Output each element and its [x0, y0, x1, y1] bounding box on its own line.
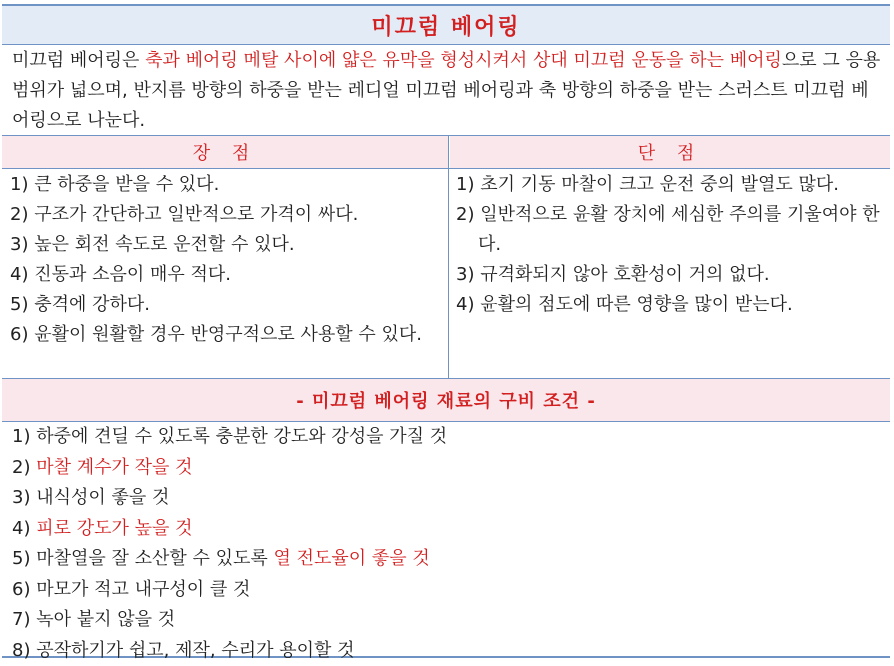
- list-item: [12, 422, 884, 453]
- item-highlight: 마찰 계수가 작을 것: [36, 457, 192, 478]
- requirements-list: [12, 422, 884, 666]
- item-text: 하중에 견딜 수 있도록 충분한 강도와 강성을 가질 것: [36, 426, 447, 447]
- item-highlight: 피로 강도가 높을 것: [36, 518, 192, 539]
- title-band: [2, 6, 890, 44]
- item-number: 3): [12, 487, 36, 508]
- list-item: 5) 충격에 강하다.: [10, 290, 442, 320]
- intro-text-start: 미끄럼 베어링은: [12, 50, 145, 71]
- item-text: 공작하기가 쉽고, 제작, 수리가 용이할 것: [36, 640, 354, 661]
- intro-paragraph: [12, 46, 884, 136]
- list-item: 3) 규격화되지 않아 호환성이 거의 없다.: [456, 260, 886, 290]
- advantages-header: 장 점: [2, 136, 448, 168]
- item-number: 1): [12, 426, 36, 447]
- list-item: 2) 구조가 간단하고 일반적으로 가격이 싸다.: [10, 200, 442, 230]
- requirements-title: - 미끄럼 베어링 재료의 구비 조건 -: [296, 387, 596, 413]
- content-frame: [2, 4, 890, 658]
- list-item: [12, 483, 884, 514]
- list-item: 3) 높은 회전 속도로 운전할 수 있다.: [10, 230, 442, 260]
- disadvantages-header: 단 점: [450, 136, 890, 168]
- list-item: [12, 544, 884, 575]
- page-title: 미끄럼 베어링: [371, 10, 520, 41]
- item-number: 4): [12, 518, 36, 539]
- list-item: 6) 윤활이 원활할 경우 반영구적으로 사용할 수 있다.: [10, 320, 442, 350]
- list-item: [12, 453, 884, 484]
- item-text: 마모가 적고 내구성이 클 것: [36, 579, 250, 600]
- intro-text-end: 으로 그 응용 범위가 넓으며, 반지름 방향의 하중을 받는 레디얼 미끄럼 베어링과 축 방향의 하중을 받는 스러스트 미끄럼 베어링으로 나눈다.: [12, 50, 880, 131]
- list-item: [12, 514, 884, 545]
- item-text: 내식성이 좋을 것: [36, 487, 169, 508]
- list-item: [12, 575, 884, 606]
- item-highlight: 열 전도율이 좋을 것: [273, 548, 429, 569]
- item-number: 8): [12, 640, 36, 661]
- item-number: 5): [12, 548, 36, 569]
- list-item: [12, 605, 884, 636]
- item-number: 2): [12, 457, 36, 478]
- list-item: 2) 일반적으로 윤활 장치에 세심한 주의를 기울여야 한다.: [456, 200, 886, 260]
- divider: [2, 168, 890, 169]
- list-item: 4) 진동과 소음이 매우 적다.: [10, 260, 442, 290]
- requirements-header-band: [2, 379, 890, 421]
- item-number: 6): [12, 579, 36, 600]
- list-item: 1) 큰 하중을 받을 수 있다.: [10, 170, 442, 200]
- column-divider: [448, 136, 449, 378]
- intro-definition-highlight: 축과 베어링 메탈 사이에 얇은 유막을 형성시켜서 상대 미끄럼 운동을 하는 베어링: [145, 50, 782, 71]
- item-number: 7): [12, 609, 36, 630]
- divider: [2, 44, 890, 45]
- item-text: 녹아 붙지 않을 것: [36, 609, 175, 630]
- item-text: 마찰열을 잘 소산할 수 있도록: [36, 548, 273, 569]
- disadvantages-list: [456, 170, 886, 320]
- list-item: [12, 636, 884, 666]
- list-item: 4) 윤활의 점도에 따른 영향을 많이 받는다.: [456, 290, 886, 320]
- advantages-list: [10, 170, 442, 350]
- list-item: 1) 초기 기동 마찰이 크고 운전 중의 발열도 많다.: [456, 170, 886, 200]
